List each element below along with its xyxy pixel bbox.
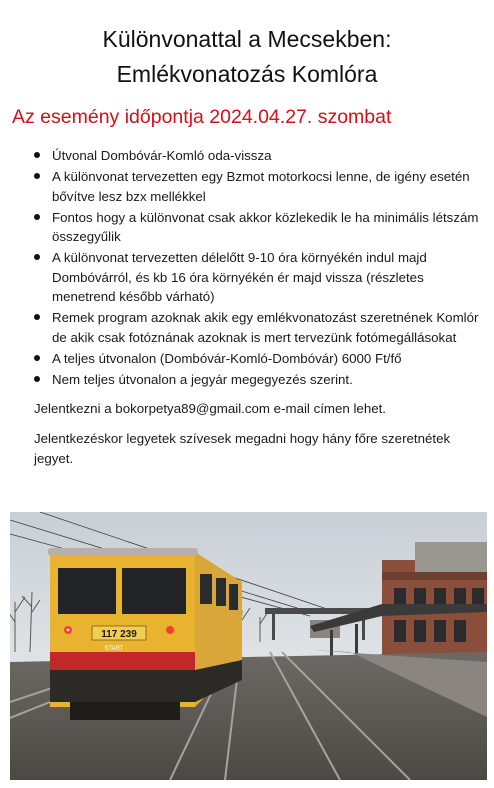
list-item: Útvonal Dombóvár-Komló oda-vissza <box>34 146 486 166</box>
list-item: Fontos hogy a különvonat csak akkor közlekedik le ha minimális létszám összegyűlik <box>34 208 486 247</box>
title-line-1: Különvonattal a Mecsekben: <box>102 26 392 52</box>
list-item: A különvonat tervezetten egy Bzmot motorkocsi lenne, de igény esetén bővítve lesz bzx mellékkel <box>34 167 486 206</box>
list-item: Remek program azoknak akik egy emlékvonatozást szeretnének Komlór de akik csak fotóznának azoknak is mert tervezünk fotómegállásokat <box>34 308 486 347</box>
train-photo <box>10 512 487 780</box>
train-brand: START <box>104 646 124 652</box>
list-item: A teljes útvonalon (Dombóvár-Komló-Dombóvár) 6000 Ft/fő <box>34 349 486 369</box>
page-title <box>0 22 494 92</box>
train-number: 117 239 <box>101 629 137 640</box>
event-date: Az esemény időpontja 2024.04.27. szombat <box>12 106 392 128</box>
contact-paragraph: Jelentkezni a bokorpetya89@gmail.com e-mail címen lehet. <box>34 401 386 416</box>
list-item: A különvonat tervezetten délelőtt 9-10 óra környékén indul majd Dombóvárról, és kb 16 óra környékén ér majd vissza (részletes menetrend később várható) <box>34 248 486 307</box>
signup-paragraph: Jelentkezéskor legyetek szívesek megadni hogy hány főre szeretnétek jegyet. <box>34 431 451 466</box>
list-item: Nem teljes útvonalon a jegyár megegyezés szerint. <box>34 370 486 390</box>
info-list <box>34 146 486 391</box>
title-line-2: Emlékvonatozás Komlóra <box>116 61 378 87</box>
